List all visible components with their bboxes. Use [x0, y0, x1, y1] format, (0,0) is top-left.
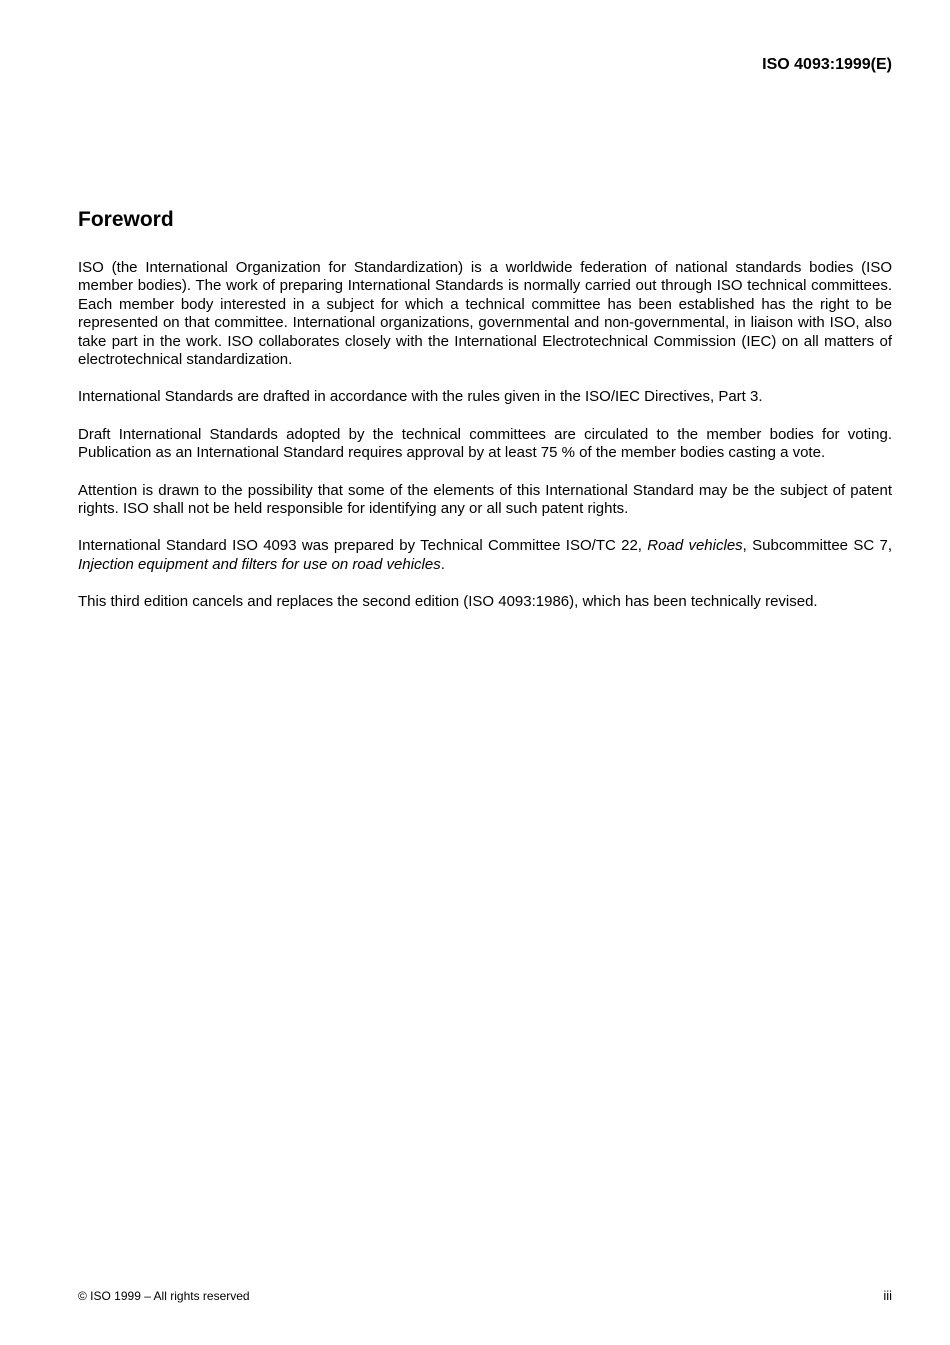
- foreword-body: [78, 259, 892, 631]
- paragraph-patent-rights: Attention is drawn to the possibility that some of the elements of this International Standard may be the subject of patent rights. ISO shall not be held responsible for identifying any or all such patent rights.: [78, 481, 892, 518]
- document-id: ISO 4093:1999(E): [762, 56, 892, 73]
- copyright-notice: © ISO 1999 – All rights reserved: [78, 1289, 250, 1303]
- paragraph-voting: Draft International Standards adopted by the technical committees are circulated to the member bodies for voting. Publication as an International Standard requires approval by at least 75 % of the member bodies casting a vote.: [78, 425, 892, 462]
- committee-name: Road vehicles: [647, 537, 743, 555]
- page-number: iii: [883, 1288, 892, 1303]
- preparation-text-3: .: [440, 555, 445, 573]
- page-title: Foreword: [78, 208, 174, 231]
- preparation-text-2: , Subcommittee SC 7,: [742, 537, 893, 555]
- paragraph-drafting-rules: International Standards are drafted in accordance with the rules given in the ISO/IEC Directives, Part 3.: [78, 388, 763, 406]
- preparation-text-1: International Standard ISO 4093 was prepared by Technical Committee ISO/TC 22,: [78, 537, 648, 555]
- paragraph-preparation: [78, 537, 892, 574]
- subcommittee-name: Injection equipment and filters for use on road vehicles: [78, 555, 441, 573]
- paragraph-iso-description: ISO (the International Organization for Standardization) is a worldwide federation of national standards bodies (ISO member bodies). The work of preparing International Standards is normally carried out through ISO technical committees. Each member body interested in a subject for which a technical committee has been established has the right to be represented on that committee. International organizations, governmental and non-governmental, in liaison with ISO, also take part in the work. ISO collaborates closely with the International Electrotechnical Commission (IEC) on all matters of electrotechnical standardization.: [78, 259, 892, 369]
- paragraph-edition: This third edition cancels and replaces the second edition (ISO 4093:1986), which has been technically revised.: [78, 593, 818, 611]
